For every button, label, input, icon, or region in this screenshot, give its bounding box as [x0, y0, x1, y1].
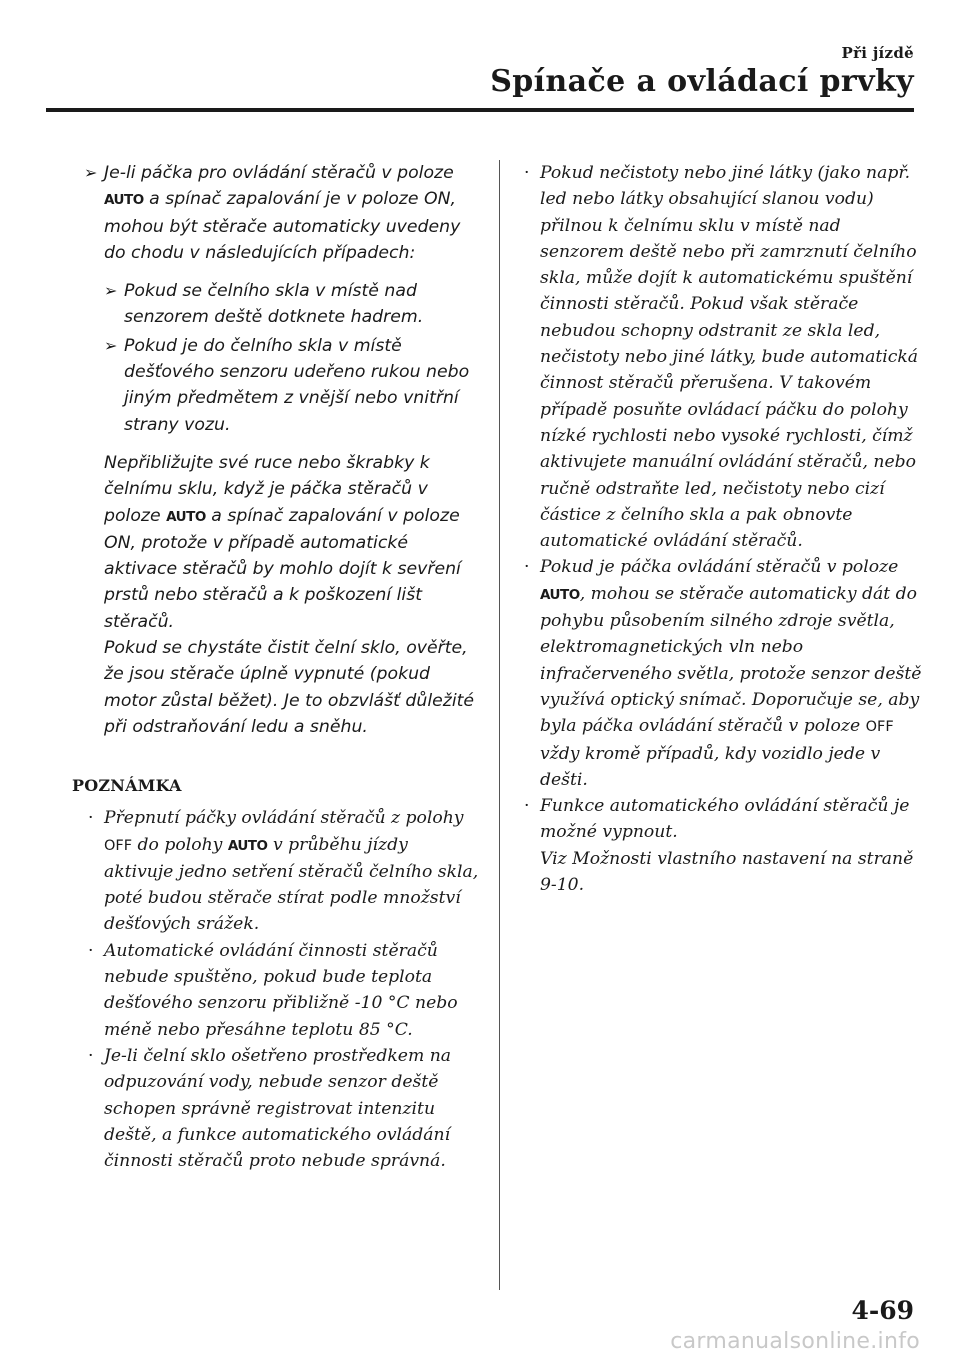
note-item: · Přepnutí páčky ovládání stěračů z polohy OFF do polohy AUTO v průběhu jízdy aktivuje jedno setření stěračů čelního skla, poté budou stěrače stírat podle množství dešťových srážek.	[84, 805, 482, 937]
running-header-section: Při jízdě	[841, 44, 914, 62]
auto-position-mark: AUTO	[227, 837, 268, 854]
warning-paragraph: Pokud se chystáte čistit čelní sklo, ověřte, že jsou stěrače úplně vypnuté (pokud motor zůstal běžet). Je to obzvlášť důležité při odstraňování ledu a sněhu.	[104, 638, 475, 737]
bullet-dot-icon: ·	[524, 163, 530, 183]
bullet-dot-icon: ·	[88, 940, 94, 961]
off-position-mark: OFF	[104, 837, 133, 854]
note-item: · Funkce automatického ovládání stěračů je možné vypnout. Viz Možnosti vlastního nastavení na straně 9-10.	[520, 793, 930, 898]
bullet-dot-icon: ·	[524, 557, 530, 578]
auto-position-mark: AUTO	[104, 192, 144, 209]
left-column	[72, 160, 482, 1174]
header-rule	[46, 108, 914, 112]
watermark: carmanualsonline.info	[670, 1329, 920, 1354]
page-title: Spínače a ovládací prvky	[490, 64, 914, 99]
auto-position-mark: AUTO	[166, 508, 206, 525]
arrow-bullet-icon: ➢	[104, 335, 118, 355]
note-heading: POZNÁMKA	[72, 776, 182, 796]
right-column	[520, 160, 930, 898]
arrow-bullet-icon: ➢	[104, 281, 118, 301]
off-position-mark: OFF	[865, 719, 894, 736]
note-item: · Pokud nečistoty nebo jiné látky (jako např. led nebo látky obsahující slanou vodu) přilnou k čelnímu sklu v místě nad senzorem deště nebo při zamrznutí čelního skla, může dojít k automatickému spuštění činnosti stěračů. Pokud však stěrače nebudou schopny odstranit ze skla led, nečistoty nebo jiné látky, bude automatická činnost stěračů přerušena. V takovém případě posuňte ovládací páčku do polohy nízké rychlosti nebo vysoké rychlosti, čímž aktivujete manuální ovládání stěračů, nebo ručně odstraňte led, nečistoty nebo cizí částice z čelního skla a pak obnovte automatické ovládání stěračů.	[520, 160, 930, 554]
column-divider	[499, 160, 500, 1290]
arrow-bullet-icon: ➢	[84, 163, 98, 182]
note-item: · Je-li čelní sklo ošetřeno prostředkem na odpuzování vody, nebude senzor deště schopen správně registrovat intenzitu deště, a funkce automatického ovládání činnosti stěračů proto nebude správná.	[84, 1043, 482, 1174]
warning-paragraph: Nepřibližujte své ruce nebo škrabky k čelnímu sklu, když je páčka stěračů v poloze AUTO a spínač zapalování v poloze ON, protože v případě automatické aktivace stěračů by mohlo dojít k sevření prstů nebo stěračů a k poškození lišt stěračů.	[104, 452, 461, 632]
note-item: · Pokud je páčka ovládání stěračů v poloze AUTO, mohou se stěrače automaticky dát do pohybu působením silného zdroje světla, elektromagnetických vln nebo infračerveného světla, protože senzor deště využívá optický snímač. Doporučuje se, aby byla páčka ovládání stěračů v poloze OFF vždy kromě případů, kdy vozidlo jede v dešti.	[520, 554, 930, 793]
warning-sub-item: ➢ Pokud je do čelního skla v místě dešťového senzoru udeřeno rukou nebo jiným předmětem z vnější nebo vnitřní strany vozu.	[104, 333, 482, 438]
auto-position-mark: AUTO	[540, 586, 580, 603]
note-list	[84, 805, 482, 1174]
page-number: 4-69	[851, 1296, 914, 1325]
note-item: · Automatické ovládání činnosti stěračů nebude spuštěno, pokud bude teplota dešťového senzoru přibližně -10 °C nebo méně nebo přesáhne teplotu 85 °C.	[84, 938, 482, 1043]
bullet-dot-icon: ·	[88, 1045, 94, 1066]
bullet-dot-icon: ·	[524, 796, 530, 817]
bullet-dot-icon: ·	[88, 808, 94, 829]
warning-sub-item: ➢ Pokud se čelního skla v místě nad senzorem deště dotknete hadrem.	[104, 278, 482, 331]
warning-intro: ➢ Je-li páčka pro ovládání stěračů v poloze AUTO a spínač zapalování je v poloze ON, mohou být stěrače automaticky uvedeny do chodu v následujících případech:	[84, 160, 482, 266]
